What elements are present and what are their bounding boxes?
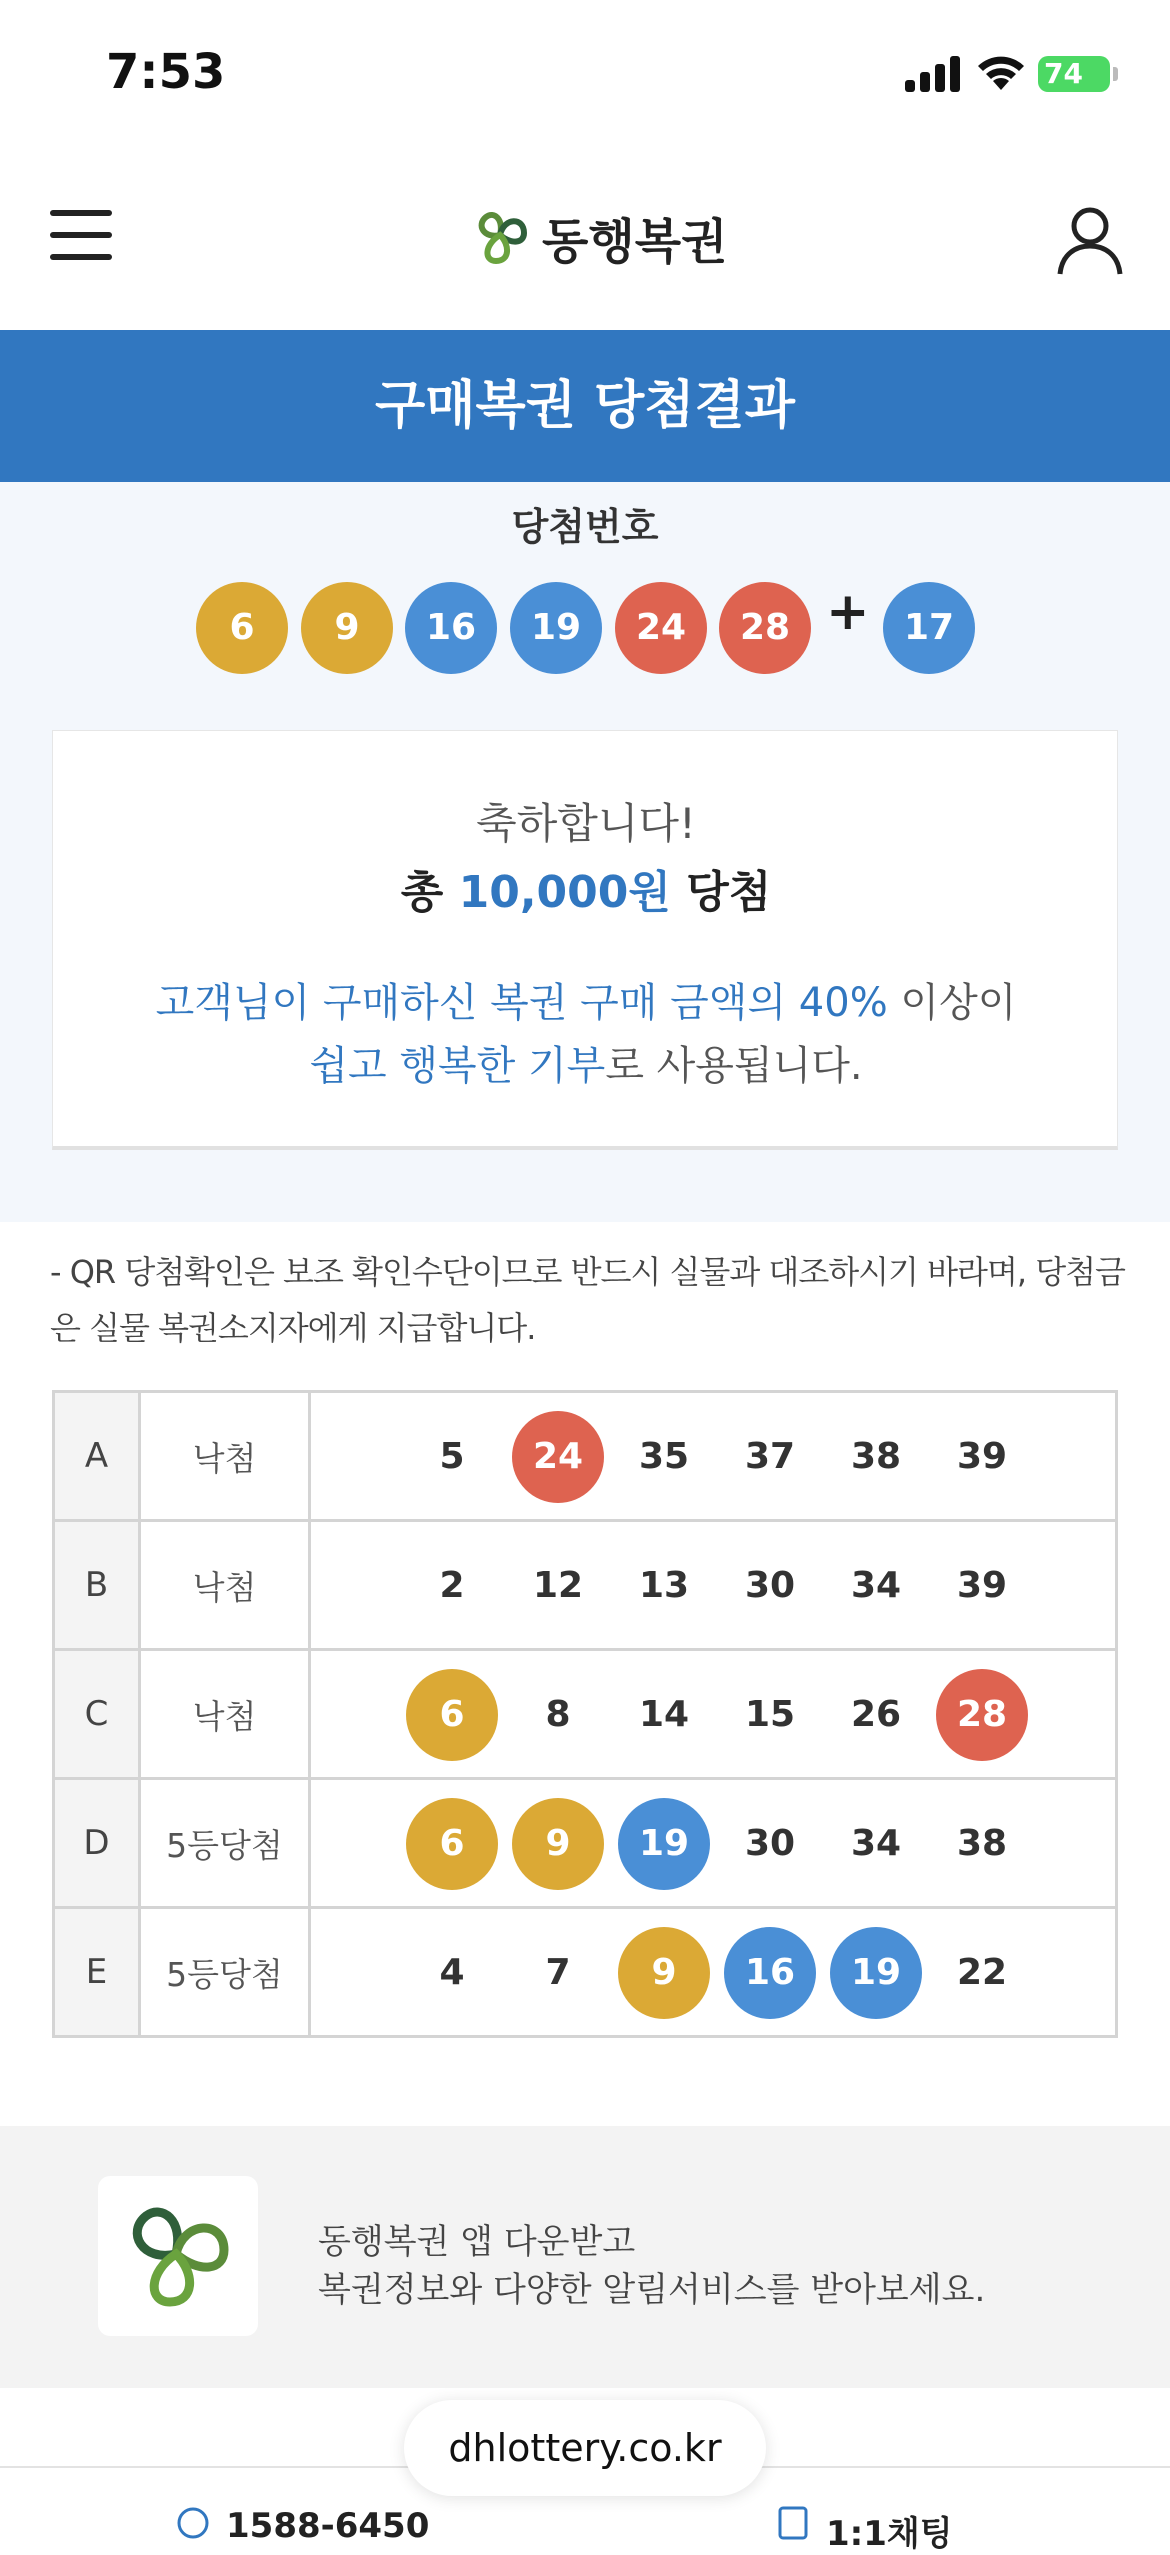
game-result-status: 5등당첨	[140, 1908, 310, 2037]
ticket-number: 12	[532, 1565, 584, 1606]
game-letter: B	[54, 1521, 140, 1650]
clover-app-icon	[98, 2176, 258, 2336]
ticket-number: 37	[744, 1436, 796, 1477]
ticket-number: 39	[956, 1565, 1008, 1606]
matched-number-ball: 19	[618, 1798, 710, 1890]
donation-highlight-1: 고객님이 구매하신 복권 구매 금액의 40%	[155, 980, 888, 1026]
winning-numbers-label: 당첨번호	[511, 505, 659, 549]
ticket-number: 13	[638, 1565, 690, 1606]
phone-icon	[176, 2506, 210, 2540]
game-letter: A	[54, 1392, 140, 1521]
congrats-card	[52, 730, 1118, 1150]
cellular-signal-icon	[905, 56, 961, 92]
game-numbers	[310, 1779, 1117, 1908]
game-result-status: 5등당첨	[140, 1779, 310, 1908]
chat-link[interactable]: 1:1채팅	[826, 2514, 953, 2554]
page-title: 구매복권 당첨결과	[0, 330, 1170, 482]
game-result-status: 낙첨	[140, 1521, 310, 1650]
ticket-number: 38	[956, 1823, 1008, 1864]
ticket-number: 30	[744, 1565, 796, 1606]
ticket-number: 8	[545, 1694, 571, 1735]
status-time: 7:53	[106, 44, 226, 100]
qr-notice: - QR 당첨확인은 보조 확인수단이므로 반드시 실물과 대조하시기 바라며, 당첨금은 실물 복권소지자에게 지급합니다.	[50, 1253, 1125, 1347]
winning-number-ball: 28	[719, 582, 811, 674]
customer-phone[interactable]: 1588-6450	[226, 2506, 430, 2546]
ticket-number: 7	[545, 1952, 571, 1993]
chat-icon	[776, 2506, 810, 2540]
promo-text-1: 동행복권 앱 다운받고	[318, 2222, 636, 2262]
ticket-number: 39	[956, 1436, 1008, 1477]
donation-highlight-2: 쉽고 행복한 기부	[309, 1043, 606, 1089]
app-header	[0, 150, 1170, 330]
ticket-number: 14	[638, 1694, 690, 1735]
ticket-number: 30	[744, 1823, 796, 1864]
congrats-message: 축하합니다!	[476, 799, 696, 848]
winning-number-ball: 9	[301, 582, 393, 674]
game-row	[54, 1650, 1117, 1779]
matched-number-ball: 24	[512, 1411, 604, 1503]
game-numbers	[310, 1521, 1117, 1650]
ticket-number: 2	[439, 1565, 465, 1606]
app-promo-banner[interactable]	[0, 2126, 1170, 2388]
total-suffix: 당첨	[686, 867, 772, 918]
game-numbers	[310, 1908, 1117, 2037]
donation-line-1	[53, 971, 1119, 1028]
game-letter: C	[54, 1650, 140, 1779]
ticket-number: 26	[850, 1694, 902, 1735]
ticket-number: 22	[956, 1952, 1008, 1993]
matched-number-ball: 16	[724, 1927, 816, 2019]
game-row	[54, 1392, 1117, 1521]
donation-text-2: 로 사용됩니다.	[605, 1043, 863, 1089]
winning-number-ball: 19	[510, 582, 602, 674]
winning-number-ball: 24	[615, 582, 707, 674]
bonus-number-ball: 17	[883, 582, 975, 674]
total-prefix: 총	[400, 867, 444, 918]
ticket-number: 5	[439, 1436, 465, 1477]
total-prize	[53, 856, 1119, 920]
game-row	[54, 1908, 1117, 2037]
app-icon	[98, 2176, 258, 2336]
matched-number-ball: 9	[512, 1798, 604, 1890]
game-result-status: 낙첨	[140, 1650, 310, 1779]
user-icon[interactable]	[1056, 204, 1124, 276]
game-row	[54, 1521, 1117, 1650]
logo-text: 동행복권	[542, 213, 728, 270]
matched-number-ball: 28	[936, 1669, 1028, 1761]
donation-text-1: 이상이	[887, 980, 1017, 1026]
game-letter: E	[54, 1908, 140, 2037]
bonus-plus-sign: +	[826, 582, 870, 642]
prize-amount: 10,000원	[458, 867, 671, 918]
game-row	[54, 1779, 1117, 1908]
ticket-number: 34	[850, 1823, 902, 1864]
url-bar[interactable]: dhlottery.co.kr	[404, 2400, 766, 2496]
ticket-number: 35	[638, 1436, 690, 1477]
ticket-number: 4	[439, 1952, 465, 1993]
winning-number-ball: 6	[196, 582, 288, 674]
battery-level: 74	[1044, 57, 1083, 90]
game-numbers	[310, 1650, 1117, 1779]
battery-icon	[1038, 56, 1110, 92]
status-bar	[0, 0, 1170, 150]
footer	[0, 2388, 1170, 2554]
ticket-results-table	[52, 1390, 1118, 2038]
wifi-icon	[975, 50, 1027, 92]
winning-number-ball: 16	[405, 582, 497, 674]
ticket-number: 34	[850, 1565, 902, 1606]
donation-line-2	[53, 1034, 1119, 1091]
matched-number-ball: 9	[618, 1927, 710, 2019]
menu-icon[interactable]	[50, 210, 112, 260]
game-numbers	[310, 1392, 1117, 1521]
promo-text-2: 복권정보와 다양한 알림서비스를 받아보세요.	[318, 2270, 986, 2310]
logo[interactable]	[470, 202, 727, 272]
game-letter: D	[54, 1779, 140, 1908]
matched-number-ball: 19	[830, 1927, 922, 2019]
matched-number-ball: 6	[406, 1798, 498, 1890]
matched-number-ball: 6	[406, 1669, 498, 1761]
game-result-status: 낙첨	[140, 1392, 310, 1521]
winning-section	[0, 482, 1170, 1222]
ticket-number: 38	[850, 1436, 902, 1477]
ticket-number: 15	[744, 1694, 796, 1735]
clover-logo-icon	[470, 205, 534, 269]
